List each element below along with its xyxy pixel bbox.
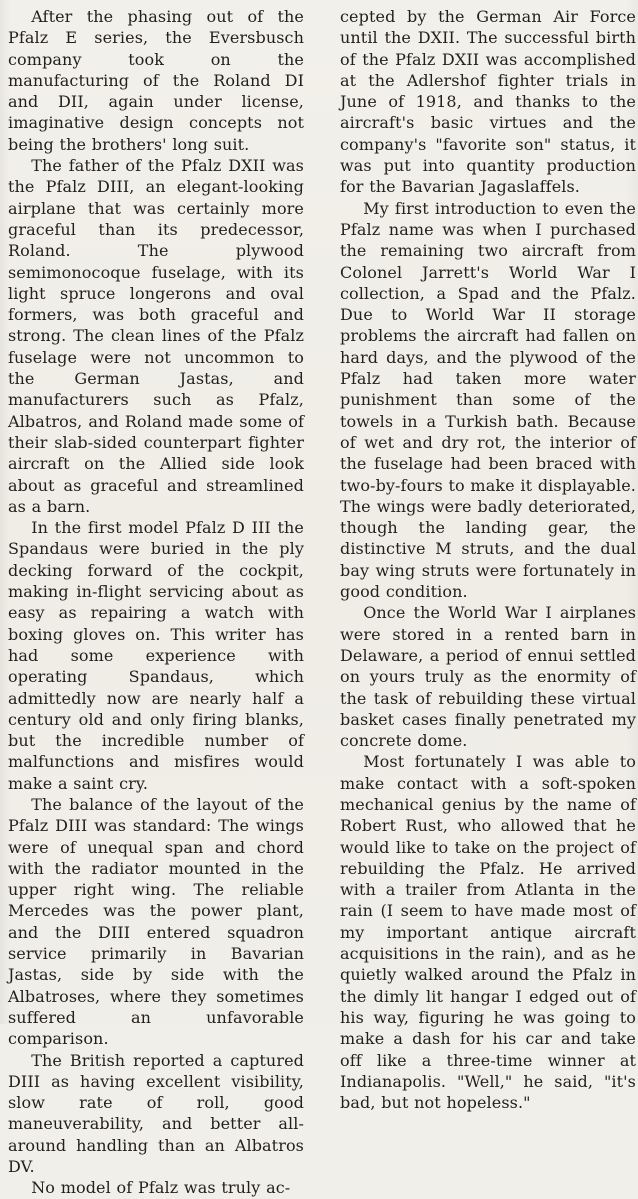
paragraph: After the phasing out of the Pfalz E series, the Eversbusch company took on the manufacturing of the Roland DI and DII, again under license, imaginative design concepts not being the brothers' long suit. [8,7,304,154]
paragraph: The British reported a captured DIII as having excellent visibility, slow rate of roll, good maneuverability, and better all-around handling than an Albatros DV. [8,1050,304,1177]
paragraph: The balance of the layout of the Pfalz DIII was standard: The wings were of unequal span and chord with the radiator mounted in the upper right wing. The reliable Mercedes was the power plant, and the DIII entered squadron service primarily in Bavarian Jastas, side by side with the Albatroses, where they sometimes suffered an unfavorable comparison. [8,794,304,1049]
paragraph: The father of the Pfalz DXII was the Pfalz DIII, an elegant-looking airplane that was certainly more graceful than its predecessor, Roland. The plywood semimonocoque fuselage, with its light spruce longerons and oval formers, was both graceful and strong. The clean lines of the Pfalz fuselage were not uncommon to the German Jastas, and manufacturers such as Pfalz, Albatros, and Roland made some of their slab-sided counterpart fighter aircraft on the Allied side look about as graceful and streamlined as a barn. [8,156,304,516]
paragraph-continuation: cepted by the German Air Force until the DXII. The successful birth of the Pfalz DXII was accomplished at the Adlershof fighter trials in June of 1918, and thanks to the aircraft's basic virtues and the company's "favorite son" status, it was put into quantity production for the Bavarian Jagaslaffels. [340,7,636,197]
paragraph: No model of Pfalz was truly ac- [31,1178,291,1198]
paragraph: Once the World War I airplanes were stored in a rented barn in Delaware, a period of ennui settled on yours truly as the enormity of the task of rebuilding these virtual basket cases finally penetrated my concrete dome. [340,603,636,751]
paragraph: Most fortunately I was able to make contact with a soft-spoken mechanical genius by the name of Robert Rust, who allowed that he would like to take on the project of rebuilding the Pfalz. He arrived with a trailer from Atlanta in the rain (I seem to have made most of my important antique aircraft acquisitions in the rain), and as he quietly walked around the Pfalz in the dimly lit hangar I edged out of his way, figuring he was going to make a dash for his car and take off like a three-time winner at Indianapolis. "Well," he said, "it's bad, but not hopeless." [340,752,636,1113]
paragraph: My first introduction to even the Pfalz name was when I purchased the remaining two aircraft from Colonel Jarrett's World War I collection, a Spad and the Pfalz. Due to World War II storage problems the aircraft had fallen on hard days, and the plywood of the Pfalz had taken more water punishment than some of the towels in a Turkish bath. Because of wet and dry rot, the interior of the fuselage had been braced with two-by-fours to make it displayable. The wings were badly deteriorated, though the landing gear, the distinctive M struts, and the dual bay wing struts were fortunately in good condition. [340,198,636,602]
text-column-left [8,6,304,1198]
paragraph: In the first model Pfalz D III the Spandaus were buried in the ply decking forward of the cockpit, making in-flight servicing about as easy as repairing a watch with boxing gloves on. This writer has had some experience with operating Spandaus, which admittedly now are nearly half a century old and only firing blanks, but the incredible number of malfunctions and misfires would make a saint cry. [8,518,304,793]
text-column-right [340,6,636,1113]
